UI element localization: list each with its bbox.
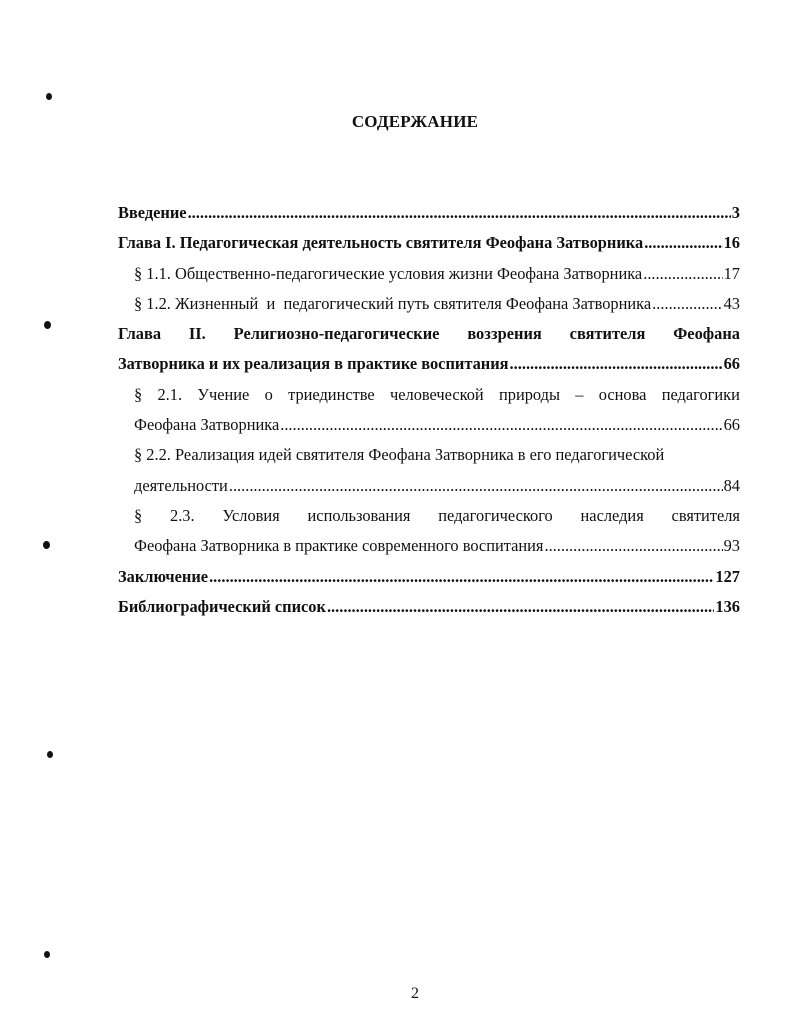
toc-entry-chapter-2-line-2[interactable]	[118, 349, 740, 379]
toc-entry-chapter-2-line-1[interactable]	[118, 319, 740, 349]
toc-entry-section-2-3-line-1[interactable]	[118, 501, 740, 531]
dot-leader	[652, 289, 722, 319]
toc-entry-label: Глава I. Педагогическая деятельность святителя Феофана Затворника	[118, 233, 644, 253]
toc-entry-section-1-2[interactable]	[118, 289, 740, 319]
dot-leader	[510, 349, 723, 379]
page-number: 2	[411, 985, 419, 1002]
toc-entry-section-2-3-line-2[interactable]	[118, 531, 740, 561]
toc-word: святителя	[671, 505, 740, 525]
toc-page-number: 17	[723, 263, 740, 283]
dot-leader	[229, 471, 723, 501]
toc-word: II.	[188, 324, 206, 344]
toc-entry-label: § 1.1. Общественно-педагогические условия жизни Феофана Затворника	[134, 263, 643, 283]
binding-hole-mark	[44, 321, 51, 329]
dot-leader	[280, 410, 722, 440]
toc-page-number: 3	[731, 203, 740, 222]
dot-leader	[544, 531, 722, 561]
toc-word: о	[264, 384, 273, 404]
toc-word: Религиозно-педагогические	[233, 324, 440, 344]
toc-page-number: 43	[723, 293, 740, 313]
toc-word: Условия	[222, 505, 280, 525]
table-of-contents	[118, 198, 740, 622]
toc-entry-section-2-2-line-2[interactable]	[118, 471, 740, 501]
binding-hole-mark	[46, 93, 52, 100]
toc-page-number: 136	[715, 596, 740, 616]
toc-page-number: 66	[723, 354, 740, 374]
binding-hole-mark	[47, 751, 53, 758]
toc-word: природы	[498, 384, 560, 404]
toc-entry-label: деятельности	[134, 475, 228, 495]
toc-word: педагогического	[438, 505, 553, 525]
dot-leader	[643, 259, 722, 289]
toc-entry-bibliography[interactable]	[118, 592, 740, 622]
toc-word: Учение	[197, 384, 250, 404]
toc-page-number: 66	[723, 415, 740, 435]
toc-entry-label: Затворника и их реализация в практике воспитания	[118, 354, 509, 374]
toc-word: святителя	[569, 324, 646, 344]
toc-word: наследия	[580, 505, 644, 525]
toc-word: воззрения	[467, 324, 542, 344]
toc-entry-section-2-2-line-1[interactable]	[118, 440, 740, 470]
toc-entry-label: Феофана Затворника	[134, 415, 280, 435]
toc-word: §	[134, 505, 143, 525]
toc-word: 2.1.	[157, 384, 183, 404]
toc-word: человеческой	[390, 384, 484, 404]
dot-leader	[188, 198, 731, 228]
toc-entry-intro[interactable]	[118, 198, 740, 228]
toc-word: использования	[307, 505, 411, 525]
toc-entry-label: § 1.2. Жизненный и педагогический путь святителя Феофана Затворника	[134, 293, 652, 313]
toc-page-number: 16	[723, 233, 740, 253]
toc-word: Феофана	[673, 324, 740, 344]
toc-word: –	[575, 384, 584, 404]
binding-hole-mark	[43, 541, 50, 549]
dot-leader	[209, 562, 714, 592]
toc-entry-section-2-1-line-1[interactable]	[118, 380, 740, 410]
toc-word: §	[134, 384, 143, 404]
toc-page-number: 93	[723, 536, 740, 556]
toc-word: педагогики	[661, 384, 740, 404]
dot-leader	[644, 228, 722, 258]
toc-entry-section-2-1-line-2[interactable]	[118, 410, 740, 440]
toc-word: 2.3.	[170, 505, 195, 525]
toc-entry-label: Заключение	[118, 566, 209, 586]
toc-entry-conclusion[interactable]	[118, 562, 740, 592]
toc-page-number: 84	[723, 475, 740, 495]
toc-entry-section-1-1[interactable]	[118, 259, 740, 289]
toc-entry-chapter-1[interactable]	[118, 228, 740, 258]
toc-word: Глава	[118, 324, 162, 344]
toc-entry-label: Введение	[118, 203, 187, 222]
page-title: СОДЕРЖАНИЕ	[351, 112, 479, 131]
toc-entry-label: § 2.2. Реализация идей святителя Феофана Затворника в его педагогической	[134, 445, 665, 465]
toc-page-number: 127	[715, 566, 740, 586]
toc-word: триединстве	[288, 384, 375, 404]
dot-leader	[327, 592, 714, 622]
toc-entry-label: Библиографический список	[118, 596, 326, 616]
toc-entry-label: Феофана Затворника в практике современного воспитания	[134, 536, 544, 556]
toc-word: основа	[598, 384, 647, 404]
binding-hole-mark	[44, 951, 50, 958]
